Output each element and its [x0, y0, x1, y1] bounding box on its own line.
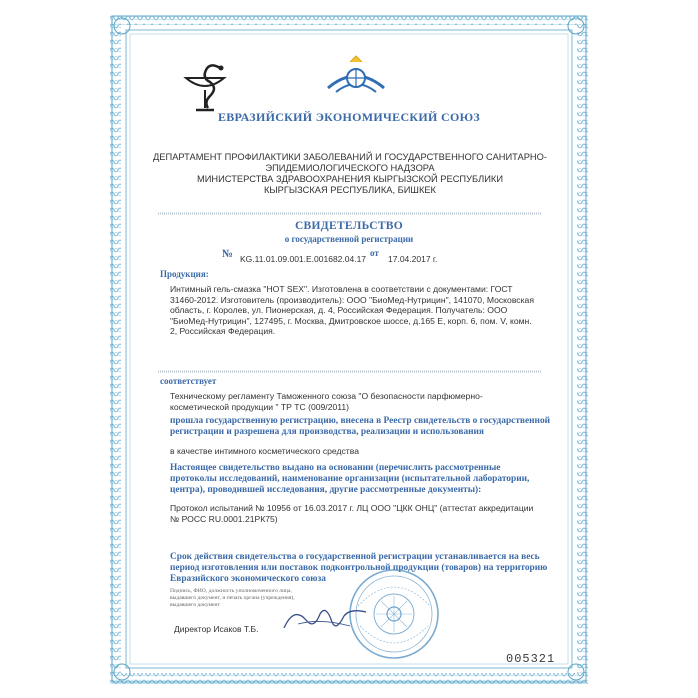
signature-note-line: выдавшего документ, и печать органа (учреждения), [170, 595, 295, 601]
registration-date: 17.04.2017 г. [388, 254, 438, 264]
signature-note-line: Подпись, ФИО, должность уполномоченного лица, [170, 588, 292, 594]
date-label: от [370, 248, 379, 258]
union-name: ЕВРАЗИЙСКИЙ ЭКОНОМИЧЕСКИЙ СОЮЗ [217, 110, 481, 124]
certificate-sheet [110, 14, 588, 684]
product-line: 31460-2012. Изготовитель (производитель): ООО "БиоМед-Нутрицин", 141070, Московская [170, 294, 534, 305]
product-description [170, 284, 534, 337]
product-line: "БиоМед-Нутрицин", 127495, г. Москва, Дмитровское шоссе, д.165 Е, корп. 6, пом. V, комн. [170, 315, 532, 326]
certificate-subtitle: о государственной регистрации [284, 234, 414, 244]
conformity-line: Техническому регламенту Таможенного союза "О безопасности парфюмерно- [170, 391, 483, 401]
validity-line: Срок действия свидетельства о государственной регистрации устанавливается на весь [170, 552, 540, 562]
product-line: 2, Российская Федерация. [170, 326, 276, 337]
serial-number: 005321 [506, 652, 556, 666]
registration-line [222, 248, 542, 268]
conformity-line: косметической продукции " ТР ТС (009/2011) [170, 401, 350, 412]
registration-passed-line: регистрации и разрешена для производства, реализации и использования [170, 427, 485, 437]
conformity-text [170, 391, 483, 412]
product-line: Интимный гель-смазка "HOT SEX". Изготовлена в соответствии с документами: ГОСТ [170, 284, 513, 294]
validity-line: период изготовления или поставок подконтрольной продукции (товаров) на территорию [170, 563, 548, 573]
registration-passed-line: прошла государственную регистрацию, внесена в Реестр свидетельств о государственной [170, 416, 551, 426]
basis-heading [170, 463, 529, 496]
protocol-line: Протокол испытаний № 10956 от 16.03.2017 г. ЛЦ ООО "ЦКК ОНЦ" (аттестат аккредитации [170, 503, 534, 513]
microtext-divider [158, 369, 542, 374]
registration-number: KG.11.01.09.001.E.001682.04.17 [240, 254, 367, 264]
protocol-line: № РОСС RU.0001.21РК75) [170, 513, 278, 524]
department-line: ЭПИДЕМИОЛОГИЧЕСКОГО НАДЗОРА [265, 163, 435, 173]
basis-line: протоколы исследований, наименование организации (испытательной лаборатории, [170, 474, 530, 484]
basis-line: центра), проводившей исследования, другие рассмотренные документы): [170, 485, 482, 495]
protocol-text [170, 503, 533, 524]
intended-use: в качестве интимного косметического средства [170, 446, 359, 456]
department-line: МИНИСТЕРСТВА ЗДРАВООХРАНЕНИЯ КЫРГЫЗСКОЙ РЕСПУБЛИКИ [196, 174, 503, 184]
product-line: область, г. Королев, ул. Пионерская, д. 4, Российская Федерация. Получатель: ООО [170, 305, 508, 316]
certificate-title: СВИДЕТЕЛЬСТВО [294, 220, 404, 232]
eaeu-emblem-icon [322, 54, 390, 98]
signature-icon [280, 602, 370, 636]
validity-line: Евразийского экономического союза [170, 574, 326, 584]
department-line: КЫРГЫЗСКАЯ РЕСПУБЛИКА, БИШКЕК [264, 185, 436, 195]
product-label: Продукция: [160, 269, 209, 279]
signature-note [170, 588, 295, 609]
number-label: № [222, 248, 234, 260]
signature-note-line: выдавшего документ [170, 602, 220, 608]
microtext-divider [158, 211, 542, 216]
registration-passed [170, 416, 550, 438]
conformity-label: соответствует [160, 376, 217, 386]
department-line: ДЕПАРТАМЕНТ ПРОФИЛАКТИКИ ЗАБОЛЕВАНИЙ И ГОСУДАРСТВЕННОГО САНИТАРНО- [153, 152, 547, 162]
director-name: Директор Исаков Т.Б. [174, 624, 259, 634]
department-block [150, 152, 550, 196]
basis-line: Настоящее свидетельство выдано на основании (перечислить рассмотренные [170, 463, 501, 473]
